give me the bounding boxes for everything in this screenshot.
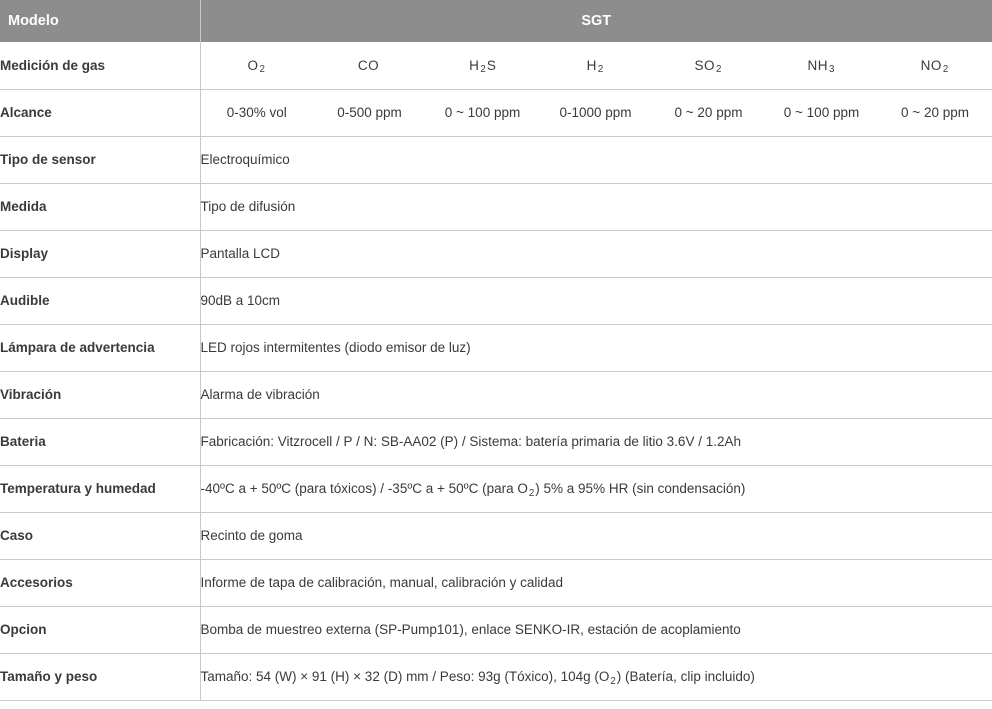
table-row-measurement <box>0 183 992 230</box>
gas-cell-5 <box>765 42 878 89</box>
table-row-display <box>0 230 992 277</box>
table-row-temperature-humidity <box>0 465 992 512</box>
table-row-gas-measurement <box>0 42 992 89</box>
row-label-warning-lamp: Lámpara de advertencia <box>0 324 200 371</box>
row-value-size-weight <box>200 653 992 700</box>
size-value-sub: 2 <box>610 675 616 687</box>
row-value-case: Recinto de goma <box>200 512 992 559</box>
row-label-gas: Medición de gas <box>0 42 200 89</box>
row-label-temperature-humidity: Temperatura y humedad <box>0 465 200 512</box>
gas-cell-3 <box>539 42 652 89</box>
row-value-accessories: Informe de tapa de calibración, manual, calibración y calidad <box>200 559 992 606</box>
temp-value-part2: ) 5% a 95% HR (sin condensación) <box>535 481 746 496</box>
row-value-vibration: Alarma de vibración <box>200 371 992 418</box>
gas-cell-0 <box>200 42 313 89</box>
range-cell-5: 0 ~ 100 ppm <box>765 89 878 136</box>
table-row-size-weight <box>0 653 992 700</box>
gas-sub-4: 2 <box>716 64 722 76</box>
row-label-measurement: Medida <box>0 183 200 230</box>
row-label-vibration: Vibración <box>0 371 200 418</box>
gas-sub-3: 2 <box>597 64 604 76</box>
row-label-option: Opcion <box>0 606 200 653</box>
gas-sub-0: 2 <box>259 64 265 76</box>
range-cell-6: 0 ~ 20 ppm <box>878 89 992 136</box>
size-value-part1: Tamaño: 54 (W) × 91 (H) × 32 (D) mm / Peso: 93g (Tóxico), 104g (O <box>200 669 610 684</box>
table-header-row <box>0 0 992 42</box>
temp-value-sub: 2 <box>528 487 535 499</box>
table-row-option <box>0 606 992 653</box>
gas-cell-1 <box>313 42 426 89</box>
table-row-range <box>0 89 992 136</box>
row-value-measurement: Tipo de difusión <box>200 183 992 230</box>
row-value-display: Pantalla LCD <box>200 230 992 277</box>
row-label-case: Caso <box>0 512 200 559</box>
row-value-sensor-type: Electroquímico <box>200 136 992 183</box>
range-cell-4: 0 ~ 20 ppm <box>652 89 765 136</box>
table-row-sensor-type <box>0 136 992 183</box>
gas-base-2: H <box>469 57 480 73</box>
gas-sub-6: 2 <box>942 64 949 76</box>
gas-cell-4 <box>652 42 765 89</box>
gas-sub-1 <box>379 64 381 75</box>
gas-base-5: NH <box>807 57 829 73</box>
row-label-battery: Bateria <box>0 418 200 465</box>
gas-base-6: NO <box>920 57 942 73</box>
temp-value-part1: -40ºC a + 50ºC (para tóxicos) / -35ºC a + 50ºC (para O <box>200 481 528 496</box>
gas-base-0: O <box>247 57 259 73</box>
row-label-sensor-type: Tipo de sensor <box>0 136 200 183</box>
row-value-option: Bomba de muestreo externa (SP-Pump101), enlace SENKO-IR, estación de acoplamiento <box>200 606 992 653</box>
table-row-vibration <box>0 371 992 418</box>
header-label-modelo: Modelo <box>0 0 200 42</box>
range-cell-1: 0-500 ppm <box>313 89 426 136</box>
range-cell-0: 0-30% vol <box>200 89 313 136</box>
gas-cell-2 <box>426 42 539 89</box>
gas-base-1: CO <box>357 57 380 73</box>
gas-base-3: H <box>586 57 597 73</box>
row-label-display: Display <box>0 230 200 277</box>
gas-tail-2: S <box>486 57 496 73</box>
table-row-warning-lamp <box>0 324 992 371</box>
row-value-audible: 90dB a 10cm <box>200 277 992 324</box>
size-value-part2: ) (Batería, clip incluido) <box>616 669 755 684</box>
table-row-accessories <box>0 559 992 606</box>
gas-sub-2: 2 <box>480 64 486 76</box>
row-label-audible: Audible <box>0 277 200 324</box>
row-label-accessories: Accesorios <box>0 559 200 606</box>
range-cell-2: 0 ~ 100 ppm <box>426 89 539 136</box>
row-value-battery: Fabricación: Vitzrocell / P / N: SB-AA02 (P) / Sistema: batería primaria de litio 3.6V / 1.2Ah <box>200 418 992 465</box>
range-cell-3: 0-1000 ppm <box>539 89 652 136</box>
gas-sub-5: 3 <box>829 64 835 76</box>
table-row-case <box>0 512 992 559</box>
table-row-audible <box>0 277 992 324</box>
table-row-battery <box>0 418 992 465</box>
gas-cell-6 <box>878 42 992 89</box>
row-label-size-weight: Tamaño y peso <box>0 653 200 700</box>
row-label-range: Alcance <box>0 89 200 136</box>
row-value-warning-lamp: LED rojos intermitentes (diodo emisor de luz) <box>200 324 992 371</box>
header-value-model: SGT <box>200 0 992 42</box>
row-value-temperature-humidity <box>200 465 992 512</box>
gas-base-4: SO <box>694 57 716 73</box>
